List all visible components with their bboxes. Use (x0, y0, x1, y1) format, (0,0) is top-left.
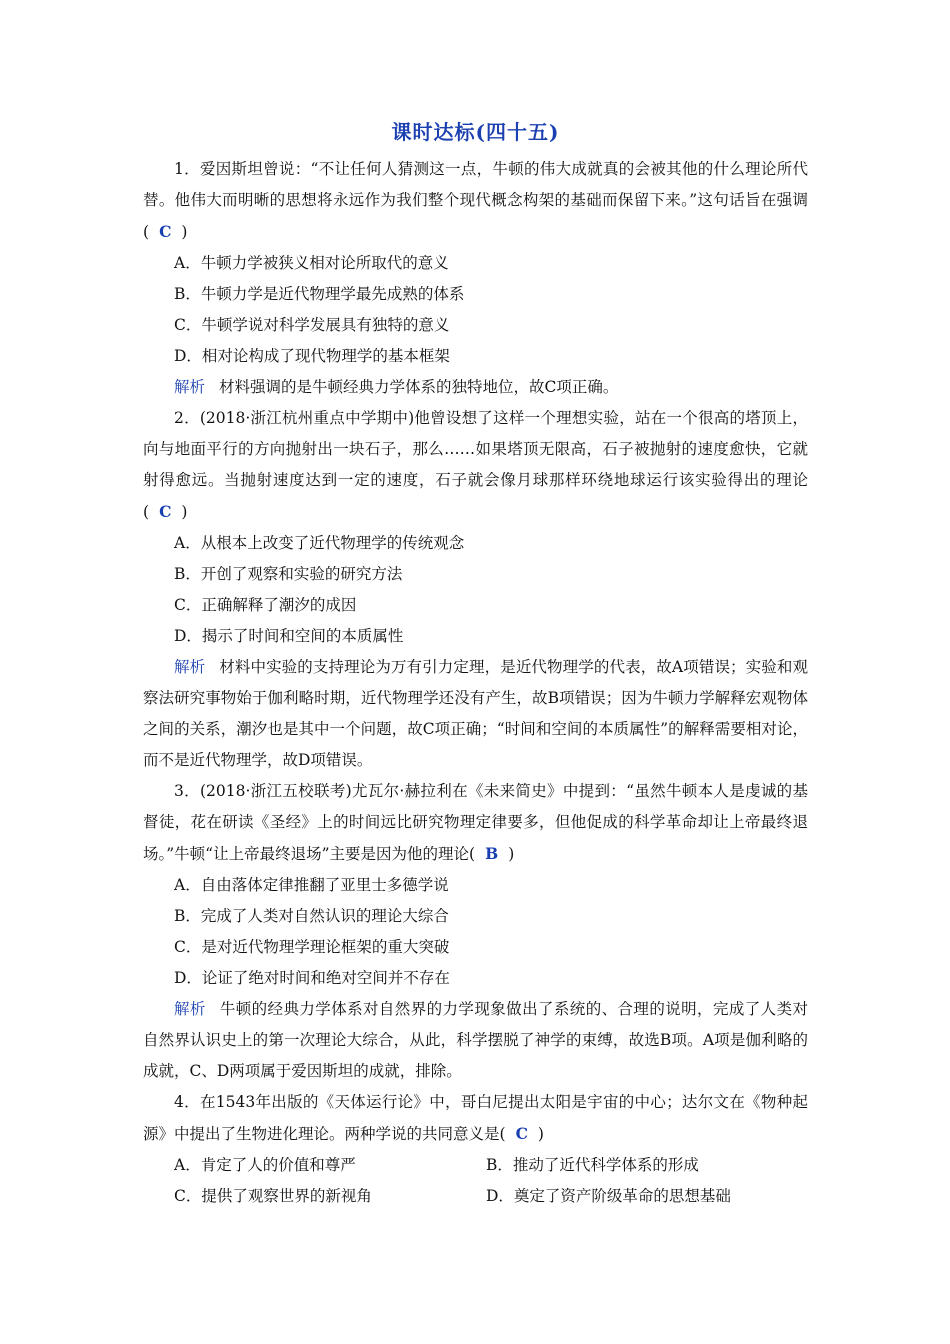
question-3-answer: B (485, 844, 499, 863)
question-4-options-row-2 (143, 1181, 808, 1212)
page-title: 课时达标(四十五) (391, 120, 560, 144)
question-4-stem (143, 1087, 808, 1150)
analysis-label: 解析 (174, 1000, 206, 1018)
question-1-text: 1．爱因斯坦曾说：“不让任何人猜测这一点，牛顿的伟大成就真的会被其他的什么理论所代替。他伟大而明晰的思想将永远作为我们整个现代概念构架的基础而保留下来。”这句话旨在强调( (143, 160, 808, 241)
question-1-answer: C (159, 222, 172, 241)
question-4-text: 4．在1543年出版的《天体运行论》中，哥白尼提出太阳是宇宙的中心；达尔文在《物种起源》中提出了生物进化理论。两种学说的共同意义是( (143, 1093, 808, 1143)
question-2-stem (143, 403, 808, 528)
question-3-stem (143, 776, 808, 870)
question-2-analysis (143, 652, 808, 776)
question-1-stem (143, 154, 808, 248)
analysis-text: 材料中实验的支持理论为万有引力定理，是近代物理学的代表，故A项错误；实验和观察法研究事物始于伽利略时期，近代物理学还没有产生，故B项错误；因为牛顿力学解释宏观物体之间的关系，潮汐也是其中一个问题，故C项正确；“时间和空间的本质属性”的解释需要相对论，而不是近代物理学，故D项错误。 (143, 658, 808, 769)
question-1-option-d: D．相对论构成了现代物理学的基本框架 (174, 347, 450, 365)
question-3-option-c: C．是对近代物理学理论框架的重大突破 (174, 938, 450, 956)
question-1-option-b: B．牛顿力学是近代物理学最先成熟的体系 (174, 285, 465, 303)
question-3-close: ) (508, 845, 515, 863)
question-2-close: ) (181, 503, 188, 521)
question-4-close: ) (537, 1125, 544, 1143)
analysis-label: 解析 (174, 378, 206, 396)
question-3-option-a: A．自由落体定律推翻了亚里士多德学说 (174, 876, 449, 894)
question-3-text: 3．(2018·浙江五校联考)尤瓦尔·赫拉利在《未来简史》中提到：“虽然牛顿本人是虔诚的基督徒，花在研读《圣经》上的时间远比研究物理定律要多，但他促成的科学革命却让上帝最终退场。”牛顿“让上帝最终退场”主要是因为他的理论( (143, 782, 808, 863)
question-3-option-d: D．论证了绝对时间和绝对空间并不存在 (174, 969, 450, 987)
question-4-option-b: B．推动了近代科学体系的形成 (486, 1156, 699, 1174)
analysis-text: 牛顿的经典力学体系对自然界的力学现象做出了系统的、合理的说明，完成了人类对自然界认识史上的第一次理论大综合，从此，科学摆脱了神学的束缚，故选B项。A项是伽利略的成就，C、D两项属于爱因斯坦的成就，排除。 (143, 1000, 808, 1080)
question-1-analysis (143, 372, 808, 403)
question-4-option-c: C．提供了观察世界的新视角 (174, 1187, 372, 1205)
analysis-label: 解析 (174, 658, 206, 676)
question-1-option-a: A．牛顿力学被狭义相对论所取代的意义 (174, 254, 449, 272)
question-4-options-row-1 (143, 1150, 808, 1181)
question-1-option-c: C．牛顿学说对科学发展具有独特的意义 (174, 316, 450, 334)
question-2-answer: C (159, 502, 172, 521)
question-2-option-b: B．开创了观察和实验的研究方法 (174, 565, 403, 583)
question-2-option-a: A．从根本上改变了近代物理学的传统观念 (174, 534, 465, 552)
question-2-text: 2．(2018·浙江杭州重点中学期中)他曾设想了这样一个理想实验，站在一个很高的塔顶上，向与地面平行的方向抛射出一块石子，那么……如果塔顶无限高，石子被抛射的速度愈快，它就射得愈远。当抛射速度达到一定的速度，石子就会像月球那样环绕地球运行该实验得出的理论( (143, 409, 808, 521)
question-4-option-d: D．奠定了资产阶级革命的思想基础 (486, 1187, 731, 1205)
question-1-close: ) (181, 223, 188, 241)
question-2-option-c: C．正确解释了潮汐的成因 (174, 596, 357, 614)
question-4-option-a: A．肯定了人的价值和尊严 (174, 1156, 356, 1174)
question-3-option-b: B．完成了人类对自然认识的理论大综合 (174, 907, 449, 925)
document-page (143, 118, 808, 1212)
question-3-analysis (143, 994, 808, 1087)
analysis-text: 材料强调的是牛顿经典力学体系的独特地位，故C项正确。 (219, 378, 619, 396)
question-2-option-d: D．揭示了时间和空间的本质属性 (174, 627, 404, 645)
question-4-answer: C (515, 1124, 528, 1143)
